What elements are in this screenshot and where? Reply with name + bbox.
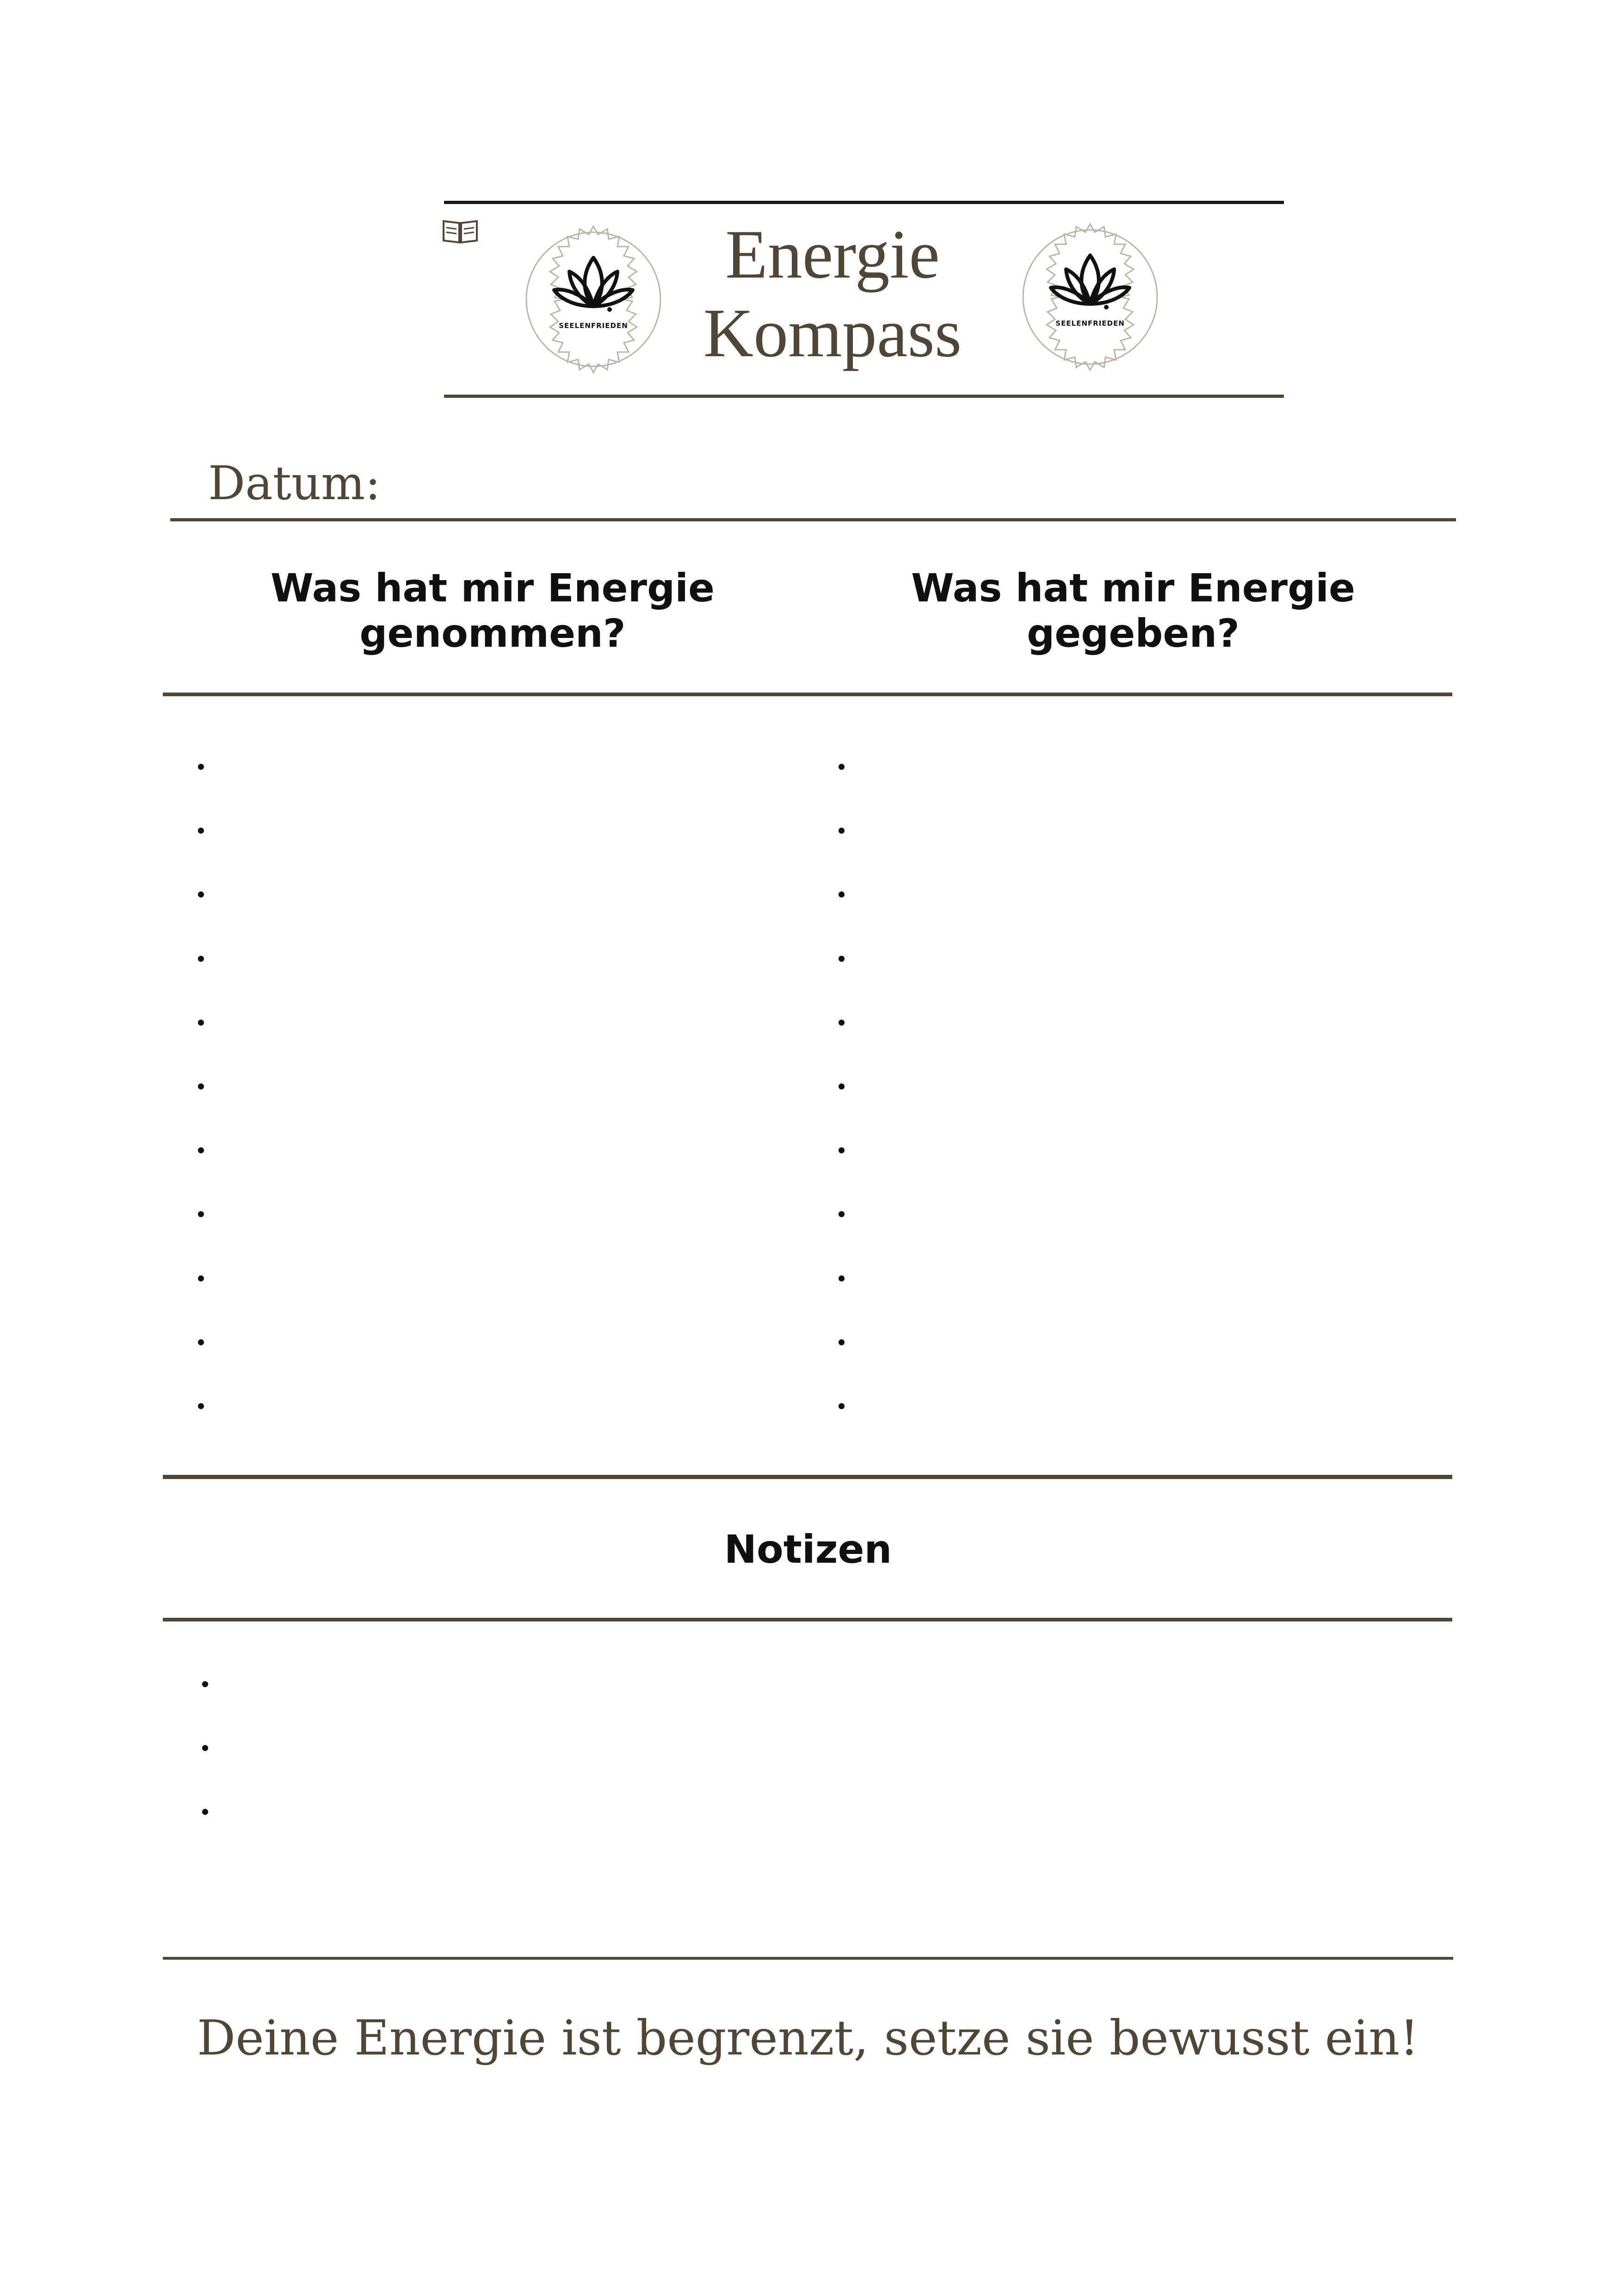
column-header-taken-line-1: Was hat mir Energie: [271, 565, 715, 611]
notes-top-rule: [163, 1618, 1452, 1621]
list-bullet: [839, 1211, 845, 1217]
list-bullet: [198, 891, 204, 897]
list-bullet: [198, 956, 204, 962]
list-bullet: [198, 1083, 204, 1089]
column-header-given: [833, 565, 1434, 656]
footer-quote: Deine Energie ist begrenzt, setze sie bewusst ein!: [197, 2010, 1419, 2066]
list-bullet: [198, 764, 204, 770]
list-bullet: [839, 956, 845, 962]
list-bullet: [839, 1403, 845, 1409]
list-bullet: [202, 1809, 208, 1815]
list-bullet: [839, 1020, 845, 1026]
column-header-given-line-2: gegeben?: [1027, 611, 1240, 656]
list-bullet: [839, 1083, 845, 1089]
list-bullet: [202, 1745, 208, 1751]
logo-text: SEELENFRIEDEN: [1055, 319, 1125, 328]
list-bullet: [202, 1681, 208, 1687]
date-rule: [170, 518, 1456, 521]
header-bottom-rule: [444, 395, 1284, 398]
column-header-given-line-1: Was hat mir Energie: [911, 565, 1355, 611]
list-bullet: [839, 828, 845, 834]
list-bullet: [198, 1147, 204, 1153]
list-bullet: [198, 1211, 204, 1217]
list-bullet: [839, 1275, 845, 1281]
list-bullet: [839, 1339, 845, 1345]
notes-heading: Notizen: [724, 1527, 892, 1572]
columns-top-rule: [163, 693, 1452, 696]
date-label: Datum:: [208, 456, 381, 510]
list-bullet: [198, 1020, 204, 1026]
list-bullet: [198, 1403, 204, 1409]
list-bullet: [198, 1275, 204, 1281]
list-bullet: [839, 1147, 845, 1153]
notes-bottom-rule: [163, 1957, 1453, 1960]
column-header-taken: [192, 565, 793, 656]
header-top-rule: [444, 201, 1284, 204]
page-title-line-2: Kompass: [703, 295, 962, 371]
column-header-taken-line-2: genommen?: [359, 611, 626, 656]
open-book-icon: [442, 217, 479, 245]
list-bullet: [839, 764, 845, 770]
columns-bottom-rule: [163, 1475, 1452, 1479]
list-bullet: [839, 891, 845, 897]
list-bullet: [198, 828, 204, 834]
page-title-line-1: Energie: [725, 216, 940, 293]
list-bullet: [198, 1339, 204, 1345]
logo-text: SEELENFRIEDEN: [559, 322, 628, 330]
